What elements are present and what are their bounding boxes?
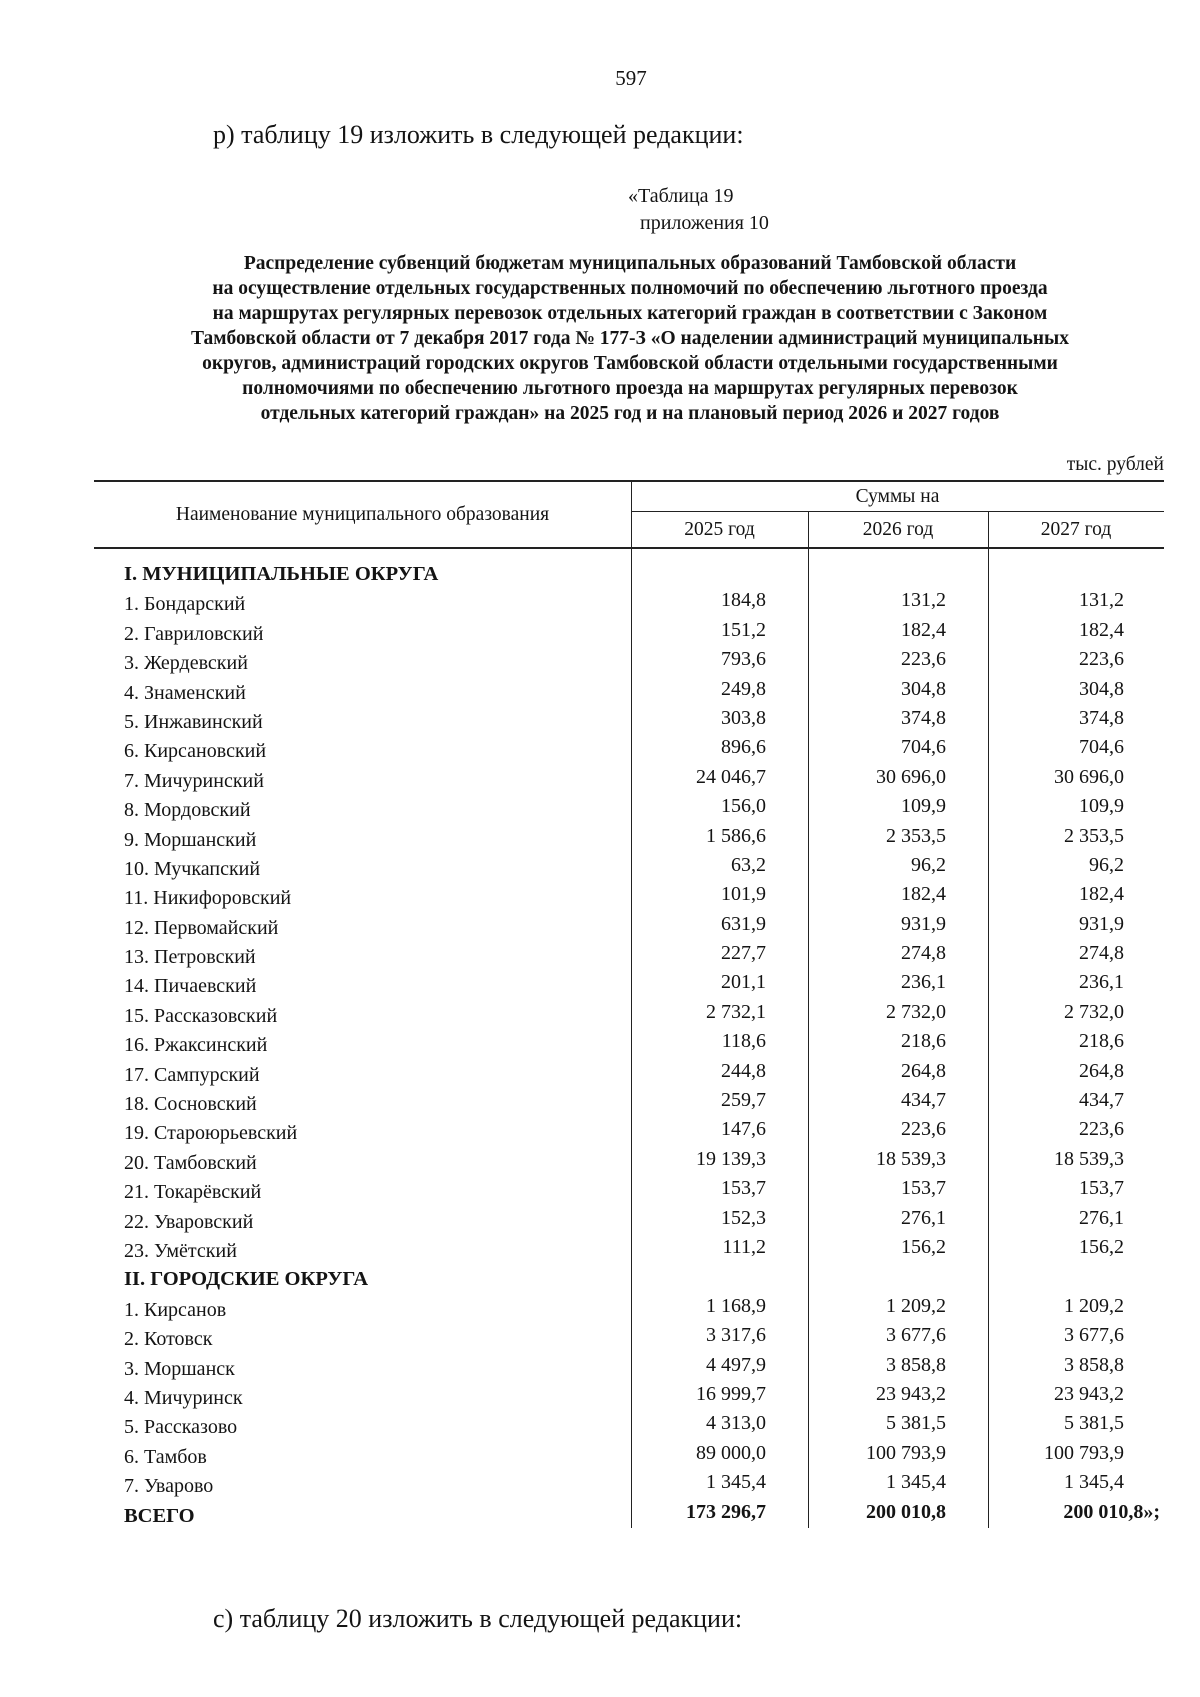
table-row [0, 736, 1200, 765]
amount-2025 [721, 707, 766, 730]
page-number: 597 [615, 66, 647, 90]
amount-value: 374,8 [901, 706, 946, 729]
amount-value: 896,6 [721, 736, 766, 759]
table-row [0, 1471, 1200, 1500]
municipality-name: 1. Бондарский [124, 593, 246, 616]
amount-value: 274,8 [1079, 942, 1124, 965]
amount-value: 18 539,3 [876, 1147, 946, 1170]
municipality-name: 3. Моршанск [124, 1357, 235, 1380]
table-row [0, 1177, 1200, 1206]
municipality-name: 12. Первомайский [124, 916, 279, 939]
amount-2027 [1079, 589, 1124, 612]
municipality-name: 5. Рассказово [124, 1416, 238, 1439]
title-line: полномочиями по обеспечению льготного проезда на маршрутах регулярных перевозок [242, 378, 1018, 399]
amount-value: 96,2 [1089, 853, 1124, 876]
municipality-name: 11. Никифоровский [124, 887, 292, 910]
municipality-name: 4. Знаменский [124, 681, 246, 704]
table-body [0, 560, 1200, 1530]
amount-value: 96,2 [911, 853, 946, 876]
title-line: отдельных категорий граждан» на 2025 год и на плановый период 2026 и 2027 годов [260, 403, 1000, 424]
municipality-name: 2. Гавриловский [124, 622, 264, 645]
amount-2026 [901, 648, 946, 671]
municipality-name: 13. Петровский [124, 946, 256, 969]
amount-value: 223,6 [901, 1118, 946, 1141]
amount-value: 276,1 [901, 1206, 946, 1229]
amount-value: 223,6 [901, 648, 946, 671]
amount-value: 2 732,0 [1064, 1000, 1124, 1023]
municipality-name: 20. Тамбовский [124, 1151, 257, 1174]
amount-value: 182,4 [1079, 618, 1124, 641]
amount-2025 [721, 1060, 766, 1083]
amount-value: 182,4 [1079, 883, 1124, 906]
title-line: Распределение субвенций бюджетам муниципальных образований Тамбовской области [243, 253, 1017, 274]
amount-2025 [706, 1412, 766, 1435]
amount-value: 223,6 [1079, 1118, 1124, 1141]
amount-value: 2 353,5 [886, 824, 946, 847]
amount-2025 [696, 766, 766, 789]
amount-value: 200 010,8 [866, 1500, 946, 1523]
amount-2026 [901, 1089, 946, 1112]
amount-2026 [911, 854, 946, 877]
amount-value: 184,8 [721, 589, 766, 612]
caption-table-number: «Таблица 19 [628, 185, 734, 207]
amount-value: 100 793,9 [1044, 1441, 1124, 1464]
amount-value: 374,8 [1079, 706, 1124, 729]
municipality-name: 8. Мордовский [124, 799, 251, 822]
amount-value: 1 209,2 [1064, 1294, 1124, 1317]
amount-2025 [721, 883, 766, 906]
amount-2027 [1054, 1383, 1124, 1406]
municipality-name: 10. Мучкапский [124, 857, 261, 880]
amount-2027 [1079, 736, 1124, 759]
section-heading: II. ГОРОДСКИЕ ОКРУГА [124, 1268, 369, 1291]
amount-value: 434,7 [901, 1089, 946, 1112]
table-row [0, 1236, 1200, 1265]
amount-2025 [696, 1442, 766, 1465]
amount-2026 [901, 736, 946, 759]
table-subheader-rule [631, 511, 1164, 512]
amount-value: 236,1 [1079, 971, 1124, 994]
amount-2026 [901, 589, 946, 612]
amount-value: 201,1 [721, 971, 766, 994]
amount-2027 [1079, 795, 1124, 818]
amount-2026 [876, 766, 946, 789]
amount-2027 [1054, 1148, 1124, 1171]
amount-value: 304,8 [901, 677, 946, 700]
amount-value: 4 497,9 [706, 1353, 766, 1376]
amount-2026 [901, 707, 946, 730]
amount-value: 182,4 [901, 618, 946, 641]
amount-2025 [721, 913, 766, 936]
amount-value: 1 209,2 [886, 1294, 946, 1317]
amount-2026 [866, 1442, 946, 1465]
total-row [0, 1501, 1200, 1530]
amount-2027 [1079, 1236, 1124, 1259]
section-row [0, 560, 1200, 589]
table-row [0, 1089, 1200, 1118]
amount-2025 [731, 854, 766, 877]
municipality-name: ВСЕГО [124, 1504, 195, 1527]
table-row [0, 1412, 1200, 1441]
amount-2025 [721, 678, 766, 701]
header-year-2025: 2025 год [684, 519, 755, 540]
table-header-bottom-rule [94, 547, 1164, 549]
municipality-name: 21. Токарёвский [124, 1181, 262, 1204]
amount-value: 236,1 [901, 971, 946, 994]
amount-value: 218,6 [901, 1030, 946, 1053]
amount-2026 [901, 1118, 946, 1141]
amount-2026 [886, 1471, 946, 1494]
amount-2026 [886, 1412, 946, 1435]
amount-2026 [866, 1501, 946, 1524]
amount-value: 200 010,8 [1063, 1500, 1144, 1523]
table-row [0, 766, 1200, 795]
amount-2027 [1079, 971, 1124, 994]
amount-value: 24 046,7 [696, 765, 766, 788]
header-sums: Суммы на [855, 486, 940, 507]
table-row [0, 1148, 1200, 1177]
amount-2025 [706, 825, 766, 848]
table-row [0, 619, 1200, 648]
amount-2025 [686, 1501, 766, 1524]
amount-2027 [1079, 913, 1124, 936]
amount-2026 [886, 1354, 946, 1377]
amount-value: 3 858,8 [886, 1353, 946, 1376]
header-year-2026: 2026 год [862, 519, 934, 540]
amount-value: 249,8 [721, 677, 766, 700]
amount-2025 [721, 1089, 766, 1112]
table-row [0, 1030, 1200, 1059]
amount-value: 3 317,6 [706, 1324, 766, 1347]
municipality-name: 17. Сампурский [124, 1063, 260, 1086]
amount-2027 [1064, 1324, 1124, 1347]
amount-2026 [901, 619, 946, 642]
amount-value: 434,7 [1079, 1089, 1124, 1112]
municipality-name: 23. Умётский [124, 1239, 237, 1262]
municipality-name: 16. Ржаксинский [124, 1034, 268, 1057]
amount-2027 [1064, 1412, 1124, 1435]
amount-value: 131,2 [901, 589, 946, 612]
table-row [0, 678, 1200, 707]
amount-2027 [1079, 1118, 1124, 1141]
intro-paragraph: р) таблицу 19 изложить в следующей редакции: [213, 120, 744, 149]
amount-value: 18 539,3 [1054, 1147, 1124, 1170]
amount-value: 147,6 [721, 1118, 766, 1141]
municipality-name: 4. Мичуринск [124, 1386, 243, 1409]
amount-value: 274,8 [901, 942, 946, 965]
table-row [0, 1354, 1200, 1383]
amount-2025 [696, 1383, 766, 1406]
amount-2026 [901, 795, 946, 818]
amount-2026 [901, 1207, 946, 1230]
municipality-name: 7. Уварово [124, 1475, 214, 1498]
amount-value: 30 696,0 [876, 765, 946, 788]
caption-appendix: приложения 10 [640, 212, 769, 234]
amount-value: 16 999,7 [696, 1382, 766, 1405]
amount-2025 [721, 648, 766, 671]
amount-value: 5 381,5 [1064, 1412, 1124, 1435]
amount-2026 [901, 883, 946, 906]
amount-value: 3 858,8 [1064, 1353, 1124, 1376]
amount-2025 [706, 1001, 766, 1024]
amount-value: 4 313,0 [706, 1412, 766, 1435]
table-row [0, 1442, 1200, 1471]
title-line: на осуществление отдельных государственных полномочий по обеспечению льготного проезда [212, 278, 1048, 299]
amount-2027 [1064, 1354, 1124, 1377]
municipality-name: 18. Сосновский [124, 1093, 257, 1116]
amount-2027 [1064, 1001, 1124, 1024]
section-heading: I. МУНИЦИПАЛЬНЫЕ ОКРУГА [124, 563, 439, 585]
amount-value: 182,4 [901, 883, 946, 906]
amount-value: 223,6 [1079, 648, 1124, 671]
amount-2027 [1079, 1207, 1124, 1230]
amount-value: 19 139,3 [696, 1147, 766, 1170]
table-caption [628, 183, 769, 237]
amount-value: 23 943,2 [1054, 1382, 1124, 1405]
amount-value: 153,7 [1079, 1177, 1124, 1200]
amount-2026 [901, 1236, 946, 1259]
amount-value: 101,9 [721, 883, 766, 906]
table-row [0, 1118, 1200, 1147]
next-paragraph: с) таблицу 20 изложить в следующей редакции: [213, 1604, 743, 1633]
amount-2026 [876, 1148, 946, 1171]
amount-value: 111,2 [722, 1235, 766, 1258]
table-row [0, 854, 1200, 883]
amount-2027 [1079, 619, 1124, 642]
table-row [0, 942, 1200, 971]
amount-2027 [1079, 1089, 1124, 1112]
amount-value: 704,6 [901, 736, 946, 759]
amount-value: 704,6 [1079, 736, 1124, 759]
municipality-name: 5. Инжавинский [124, 710, 263, 733]
amount-2025 [721, 619, 766, 642]
amount-2027 [1064, 825, 1124, 848]
amount-2025 [722, 1030, 766, 1053]
amount-2027 [1064, 1295, 1124, 1318]
amount-2027 [1079, 707, 1124, 730]
amount-value: 3 677,6 [1064, 1324, 1124, 1347]
amount-value: 631,9 [721, 912, 766, 935]
table-row [0, 1001, 1200, 1030]
amount-2026 [886, 1001, 946, 1024]
amount-2026 [901, 1030, 946, 1053]
amount-value: 63,2 [731, 853, 766, 876]
amount-value: 303,8 [721, 706, 766, 729]
amount-2025 [721, 1118, 766, 1141]
amount-2026 [886, 825, 946, 848]
amount-2027 [1079, 942, 1124, 965]
amount-value: 264,8 [1079, 1059, 1124, 1082]
municipality-name: 3. Жердевский [124, 652, 248, 675]
amount-value: 1 345,4 [886, 1471, 946, 1494]
amount-2025 [721, 971, 766, 994]
amount-2025 [706, 1354, 766, 1377]
table-row [0, 648, 1200, 677]
amount-value: 931,9 [1079, 912, 1124, 935]
amount-2027 [1044, 1442, 1124, 1465]
table-title [90, 251, 1170, 426]
amount-2025 [721, 795, 766, 818]
amount-value: 931,9 [901, 912, 946, 935]
table-row [0, 795, 1200, 824]
amount-value: 153,7 [901, 1177, 946, 1200]
amount-2027 [1079, 678, 1124, 701]
title-line: на маршрутах регулярных перевозок отдельных категорий граждан в соответствии с Законом [212, 303, 1048, 324]
header-year-2027: 2027 год [1040, 519, 1112, 540]
amount-value: 793,6 [721, 648, 766, 671]
amount-2025 [706, 1324, 766, 1347]
amount-value: 173 296,7 [686, 1500, 766, 1523]
amount-2025 [696, 1148, 766, 1171]
amount-2025 [706, 1295, 766, 1318]
municipality-name: 7. Мичуринский [124, 769, 264, 792]
amount-value: 264,8 [901, 1059, 946, 1082]
amount-value: 152,3 [721, 1206, 766, 1229]
section-row [0, 1265, 1200, 1294]
table-row [0, 913, 1200, 942]
amount-2026 [901, 971, 946, 994]
municipality-name: 9. Моршанский [124, 828, 257, 851]
municipality-name: 19. Староюрьевский [124, 1122, 298, 1145]
amount-value: 276,1 [1079, 1206, 1124, 1229]
table-row [0, 883, 1200, 912]
municipality-name: 1. Кирсанов [124, 1298, 227, 1321]
amount-value: 156,0 [721, 795, 766, 818]
amount-2027 [1079, 883, 1124, 906]
municipality-name: 6. Тамбов [124, 1445, 207, 1468]
table-row [0, 1207, 1200, 1236]
amount-value: 227,7 [721, 942, 766, 965]
amount-value: 156,2 [901, 1235, 946, 1258]
title-line: Тамбовской области от 7 декабря 2017 года № 177-З «О наделении администраций муниципальных [190, 328, 1070, 349]
amount-value: 244,8 [721, 1059, 766, 1082]
amount-2026 [901, 1177, 946, 1200]
amount-2026 [876, 1383, 946, 1406]
units-label: тыс. рублей [1066, 454, 1164, 475]
amount-value: 3 677,6 [886, 1324, 946, 1347]
amount-2025 [721, 589, 766, 612]
amount-value: 23 943,2 [876, 1382, 946, 1405]
municipality-name: 2. Котовск [124, 1328, 213, 1351]
amount-2027 [1054, 766, 1124, 789]
amount-2026 [901, 678, 946, 701]
municipality-name: 22. Уваровский [124, 1210, 254, 1233]
amount-value: 118,6 [721, 1030, 766, 1053]
table-row [0, 825, 1200, 854]
amount-value: 5 381,5 [886, 1412, 946, 1435]
amount-value: 1 586,6 [706, 824, 766, 847]
amount-value: 2 353,5 [1064, 824, 1124, 847]
amount-2027 [1079, 1177, 1124, 1200]
amount-value: 109,9 [901, 795, 946, 818]
amount-2027 [1064, 1471, 1124, 1494]
amount-2027 [1079, 648, 1124, 671]
amount-2025 [706, 1471, 766, 1494]
amount-value: 304,8 [1079, 677, 1124, 700]
amount-2026 [886, 1324, 946, 1347]
table-row [0, 1060, 1200, 1089]
amount-value: 2 732,1 [706, 1000, 766, 1023]
amount-value: 1 168,9 [706, 1294, 766, 1317]
municipality-name: 14. Пичаевский [124, 975, 257, 998]
amount-2027 [1089, 854, 1124, 877]
amount-value: 259,7 [721, 1089, 766, 1112]
amount-value: 151,2 [721, 618, 766, 641]
amount-2027 [1079, 1060, 1124, 1083]
amount-value: 218,6 [1079, 1030, 1124, 1053]
table-row [0, 1383, 1200, 1412]
amount-value: 1 345,4 [706, 1471, 766, 1494]
title-line: округов, администраций городских округов Тамбовской области отдельными государственными [202, 353, 1058, 374]
amount-2025 [721, 736, 766, 759]
amount-value: 131,2 [1079, 589, 1124, 612]
table-row [0, 707, 1200, 736]
amount-2027 [1079, 1030, 1124, 1053]
header-municipality-name: Наименование муниципального образования [175, 504, 550, 525]
amount-2026 [901, 942, 946, 965]
table-row [0, 1324, 1200, 1353]
municipality-name: 6. Кирсановский [124, 740, 267, 763]
amount-2025 [722, 1236, 766, 1259]
amount-2027 [1063, 1501, 1160, 1524]
amount-value: 109,9 [1079, 795, 1124, 818]
amount-2026 [886, 1295, 946, 1318]
amount-2025 [721, 1207, 766, 1230]
amount-2025 [721, 942, 766, 965]
amount-value: 2 732,0 [886, 1000, 946, 1023]
amount-value: 89 000,0 [696, 1441, 766, 1464]
table-row [0, 1295, 1200, 1324]
municipality-name: 15. Рассказовский [124, 1004, 278, 1027]
amount-value: 30 696,0 [1054, 765, 1124, 788]
table-top-rule [94, 480, 1164, 482]
amount-2026 [901, 1060, 946, 1083]
amount-2026 [901, 913, 946, 936]
table-row [0, 971, 1200, 1000]
closing-quote-suffix: »; [1143, 1500, 1160, 1523]
amount-value: 153,7 [721, 1177, 766, 1200]
amount-value: 100 793,9 [866, 1441, 946, 1464]
amount-value: 1 345,4 [1064, 1471, 1124, 1494]
amount-2025 [721, 1177, 766, 1200]
amount-value: 156,2 [1079, 1235, 1124, 1258]
table-row [0, 589, 1200, 618]
